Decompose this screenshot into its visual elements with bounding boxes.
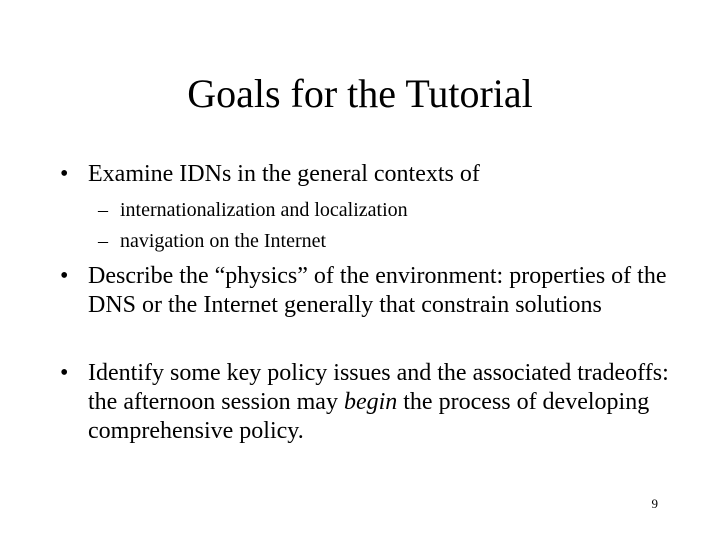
dash-icon: –: [98, 230, 108, 252]
sub-item: [98, 229, 658, 253]
bullet-item: [60, 160, 680, 189]
sub-item-text: internationalization and localization: [120, 199, 408, 221]
emphasis-text: begin: [343, 389, 398, 415]
sub-item-text: navigation on the Internet: [120, 230, 327, 252]
bullet-text-part: the process of developing comprehensive policy.: [88, 389, 650, 444]
slide-title: Goals for the Tutorial: [187, 71, 533, 116]
bullet-text: [60, 359, 680, 446]
bullet-item: [60, 359, 680, 446]
bullet-text: Examine IDNs in the general contexts of: [88, 161, 480, 187]
bullet-icon: •: [60, 263, 69, 289]
bullet-icon: •: [60, 161, 69, 187]
bullet-text: Describe the “physics” of the environment: properties of the DNS or the Internet generally that constrain solutions: [88, 263, 667, 318]
bullet-icon: •: [60, 360, 69, 386]
sub-item: [98, 198, 658, 222]
bullet-text-part: Identify some key policy issues and the associated tradeoffs: the afternoon session may: [88, 360, 669, 415]
bullet-item: [60, 262, 680, 320]
page-number: 9: [651, 496, 658, 511]
dash-icon: –: [98, 199, 108, 221]
